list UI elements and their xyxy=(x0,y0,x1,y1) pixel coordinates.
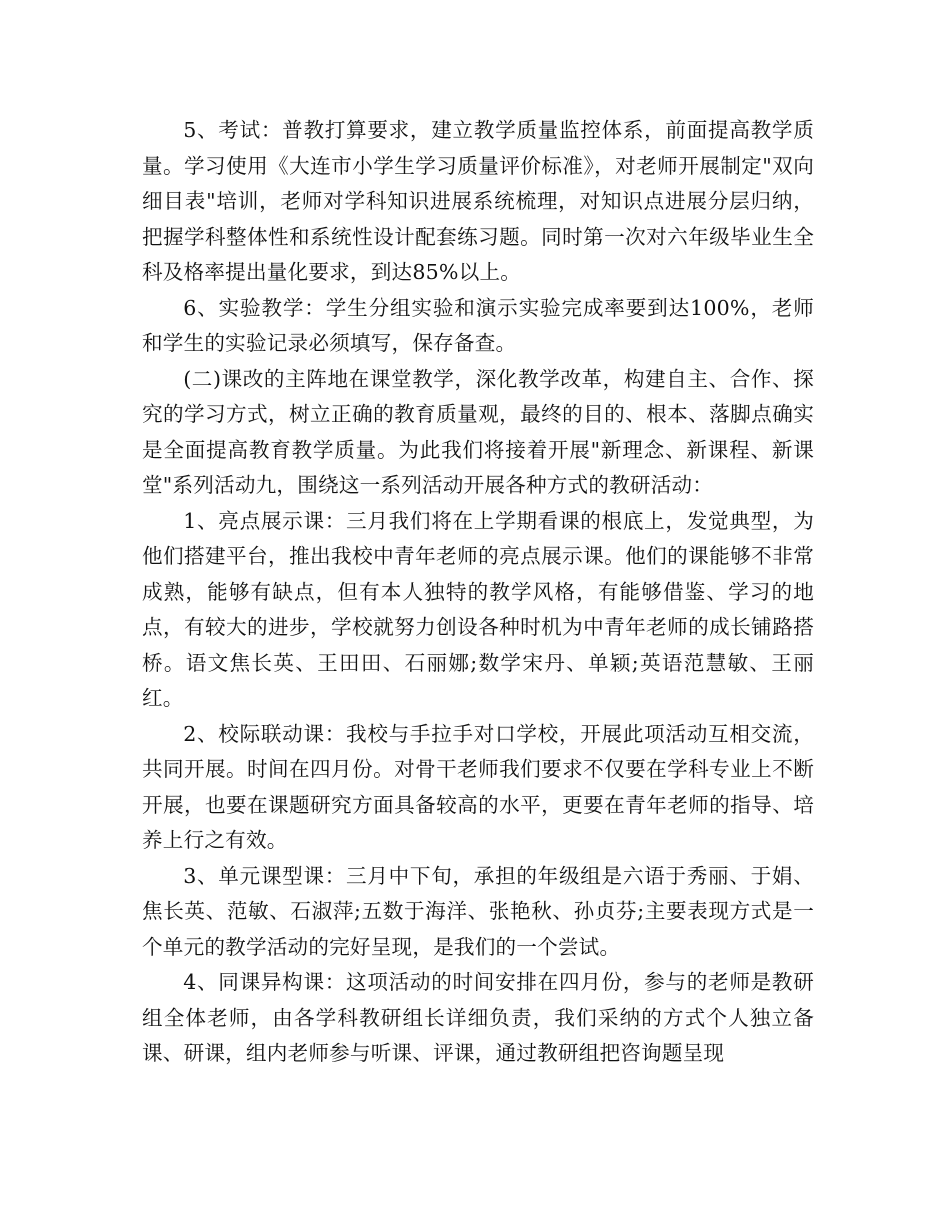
document-body xyxy=(142,113,814,1072)
paragraph-same-lesson-different-design: 4、同课异构课：这项活动的时间安排在四月份，参与的老师是教研组全体老师，由各学科教研组长详细负责，我们采纳的方式个人独立备课、研课，组内老师参与听课、评课，通过教研组把咨询题呈现 xyxy=(142,970,814,1065)
paragraph-unit-lessons: 3、单元课型课：三月中下旬，承担的年级组是六语于秀丽、于娟、焦长英、范敏、石淑萍;五数于海洋、张艳秋、孙贞芬;主要表现方式是一个单元的教学活动的完好呈现，是我们的一个尝试。 xyxy=(142,863,814,959)
paragraph-highlight-lessons: 1、亮点展示课：三月我们将在上学期看课的根底上，发觉典型，为他们搭建平台，推出我校中青年老师的亮点展示课。他们的课能够不非常成熟，能够有缺点，但有本人独特的教学风格，有能够借鉴、学习的地点，有较大的进步，学校就努力创设各种时机为中青年老师的成长铺路搭桥。语文焦长英、王田田、石丽娜;数学宋丹、单颖;英语范慧敏、王丽红。 xyxy=(142,508,814,710)
paragraph-exam: 5、考试：普教打算要求，建立教学质量监控体系，前面提高教学质量。学习使用《大连市小学生学习质量评价标准》，对老师开展制定"双向细目表"培训，老师对学科知识进展系统梳理，对知识点进展分层归纳，把握学科整体性和系统性设计配套练习题。同时第一次对六年级毕业生全科及格率提出量化要求，到达85%以上。 xyxy=(142,118,814,284)
paragraph-curriculum-reform: (二)课改的主阵地在课堂教学，深化教学改革，构建自主、合作、探究的学习方式，树立正确的教育质量观，最终的目的、根本、落脚点确实是全面提高教育教学质量。为此我们将接着开展"新理念、新课程、新课堂"系列活动九，围绕这一系列活动开展各种方式的教研活动： xyxy=(142,366,814,497)
paragraph-experiment-teaching: 6、实验教学：学生分组实验和演示实验完成率要到达100%，老师和学生的实验记录必须填写，保存备查。 xyxy=(142,295,814,355)
paragraph-inter-school-lessons: 2、校际联动课：我校与手拉手对口学校，开展此项活动互相交流，共同开展。时间在四月份。对骨干老师我们要求不仅要在学科专业上不断开展，也要在课题研究方面具备较高的水平，更要在青年老师的指导、培养上行之有效。 xyxy=(142,721,814,852)
